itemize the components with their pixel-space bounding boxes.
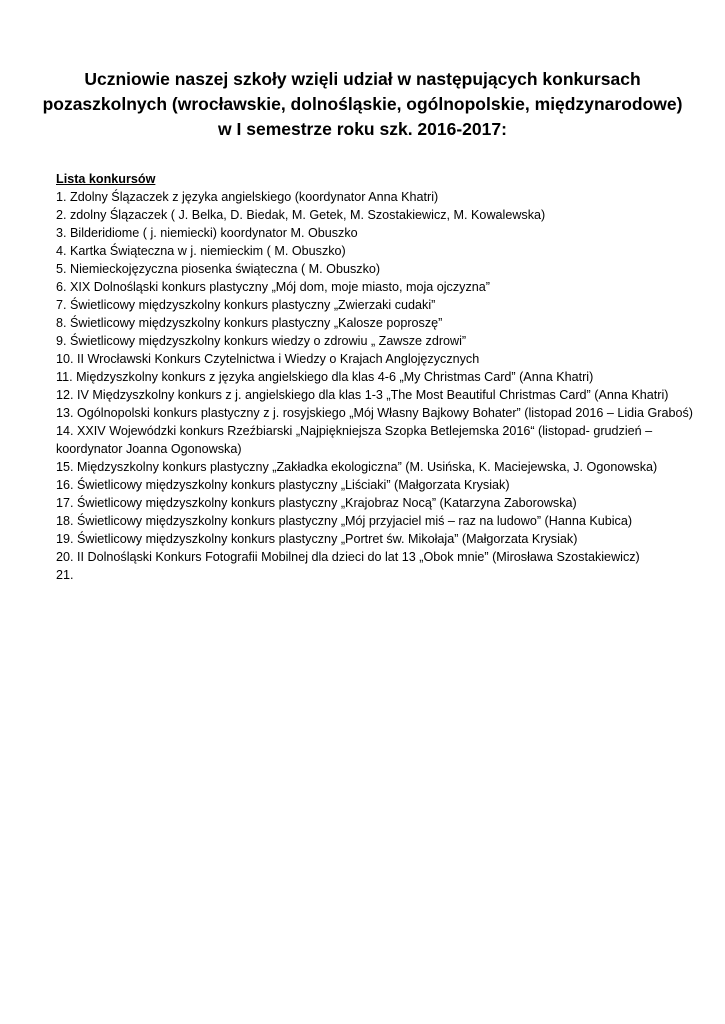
list-item: 20. II Dolnośląski Konkurs Fotografii Mobilnej dla dzieci do lat 13 „Obok mnie” (Mirosława Szostakiewicz) (56, 550, 640, 564)
list-item: 19. Świetlicowy międzyszkolny konkurs plastyczny „Portret św. Mikołaja” (Małgorzata Krysiak) (56, 532, 578, 546)
list-item: 15. Międzyszkolny konkurs plastyczny „Zakładka ekologiczna” (M. Usińska, K. Maciejewska, J. Ogonowska) (56, 460, 658, 474)
list-item: 11. Międzyszkolny konkurs z języka angielskiego dla klas 4-6 „My Christmas Card” (Anna Khatri) (56, 370, 594, 384)
title-line: w I semestrze roku szk. 2016-2017: (218, 119, 507, 139)
contest-list-section (56, 170, 696, 584)
page-title (40, 67, 685, 142)
list-item: 9. Świetlicowy międzyszkolny konkurs wiedzy o zdrowiu „ Zawsze zdrowi” (56, 334, 467, 348)
list-item: 21. (56, 568, 74, 582)
list-item: 7. Świetlicowy międzyszkolny konkurs plastyczny „Zwierzaki cudaki” (56, 298, 436, 312)
list-item: 18. Świetlicowy międzyszkolny konkurs plastyczny „Mój przyjaciel miś – raz na ludowo” (Hanna Kubica) (56, 514, 633, 528)
list-item: 10. II Wrocławski Konkurs Czytelnictwa i Wiedzy o Krajach Anglojęzycznych (56, 352, 480, 366)
list-item: 13. Ogólnopolski konkurs plastyczny z j. rosyjskiego „Mój Własny Bajkowy Bohater” (listopad 2016 – Lidia Graboś) (56, 406, 693, 420)
list-item: 8. Świetlicowy międzyszkolny konkurs plastyczny „Kalosze poproszę” (56, 316, 443, 330)
title-line: Uczniowie naszej szkoły wzięli udział w następujących konkursach (84, 69, 641, 89)
list-item: 3. Bilderidiome ( j. niemiecki) koordynator M. Obuszko (56, 226, 358, 240)
list-item: 1. Zdolny Ślązaczek z języka angielskiego (koordynator Anna Khatri) (56, 190, 439, 204)
list-item: 16. Świetlicowy międzyszkolny konkurs plastyczny „Liściaki” (Małgorzata Krysiak) (56, 478, 510, 492)
list-item: 6. XIX Dolnośląski konkurs plastyczny „Mój dom, moje miasto, moja ojczyzna” (56, 280, 490, 294)
list-heading: Lista konkursów (56, 172, 156, 186)
contest-list (56, 188, 696, 584)
list-item: 14. XXIV Wojewódzki konkurs Rzeźbiarski „Najpiękniejsza Szopka Betlejemska 2016“ (listopad- grudzień – koordynator Joanna Ogonowska) (56, 424, 653, 456)
list-item: 5. Niemieckojęzyczna piosenka świąteczna ( M. Obuszko) (56, 262, 381, 276)
list-item: 4. Kartka Świąteczna w j. niemieckim ( M. Obuszko) (56, 244, 346, 258)
list-item: 2. zdolny Ślązaczek ( J. Belka, D. Biedak, M. Getek, M. Szostakiewicz, M. Kowalewska) (56, 208, 546, 222)
title-line: pozaszkolnych (wrocławskie, dolnośląskie, ogólnopolskie, międzynarodowe) (42, 94, 683, 114)
list-item: 17. Świetlicowy międzyszkolny konkurs plastyczny „Krajobraz Nocą” (Katarzyna Zaborowska) (56, 496, 577, 510)
list-item: 12. IV Międzyszkolny konkurs z j. angielskiego dla klas 1-3 „The Most Beautiful Christmas Card” (Anna Khatri) (56, 388, 669, 402)
